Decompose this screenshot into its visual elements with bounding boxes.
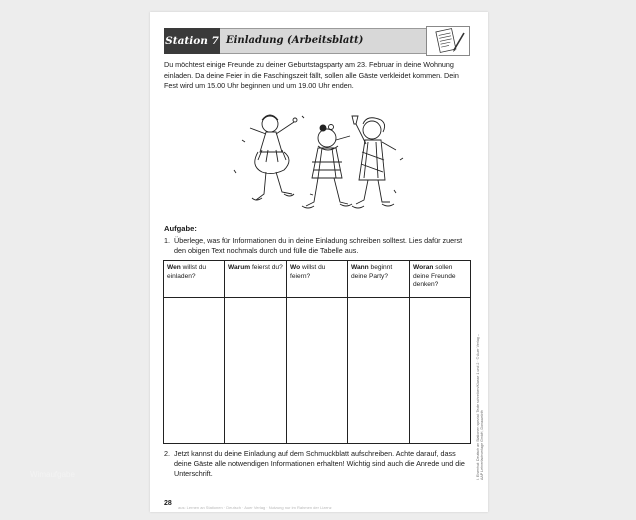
page-footer: aus: Lernen an Stationen · Deutsch · Auer Verlag · Nutzung nur im Rahmen der Lizenz [178,505,332,510]
column-header-woran: Woran sollen deine Freunde denken? [413,264,456,288]
table-column-wen [164,261,225,443]
document-pen-icon [426,26,470,56]
table-column-woran [410,261,470,443]
task-1-number: 1. [164,236,170,245]
costumed-children-illustration [222,110,412,220]
task-1-text: Überlege, was für Informationen du in deine Einladung schreiben solltest. Lies dafür zuerst den obigen Text nochmals durch und fülle die Tabelle aus. [174,236,463,255]
column-header-warum: Warum feierst du? [228,264,283,271]
page-number: 28 [164,500,172,507]
info-table [163,260,471,444]
watermark-text: Wimaufgabe [30,470,75,479]
column-header-wen: Wen willst du einladen? [167,264,207,280]
worksheet-header [164,28,472,54]
copyright-sidebar: I. Eisenhut: Deutsch an Stationen spezial: Texte schreiben/Klasse 1 und 2 · © Auer Verlag – AAP Lehrerfachverlage GmbH, Donauwörth [476,334,485,480]
table-column-warum [225,261,287,443]
table-header-divider [164,297,470,298]
table-column-wo [287,261,348,443]
table-column-wann [348,261,410,443]
intro-paragraph: Du möchtest einige Freunde zu deiner Geburtstagsparty am 23. Februar in deine Wohnung einladen. Da deine Feier in die Faschingszeit fällt, sollen alle Gäste verkleidet kommen. Dein Fest wird um 15.00 Uhr beginnen und um 19.00 Uhr enden. [164,60,459,90]
station-label: Station 7 [164,28,220,54]
task-heading: Aufgabe: [164,224,197,233]
task-2-text: Jetzt kannst du deine Einladung auf dem Schmuckblatt aufschreiben. Achte darauf, dass deine Gäste alle notwendigen Informationen erhalten! Wichtig sind auch die Anrede und die Unterschrift. [174,449,465,478]
task-2-number: 2. [164,449,170,458]
column-header-wann: Wann beginnt deine Party? [351,264,393,280]
worksheet-title: Einladung (Arbeitsblatt) [220,28,429,54]
column-header-wo: Wo willst du feiern? [290,264,326,280]
